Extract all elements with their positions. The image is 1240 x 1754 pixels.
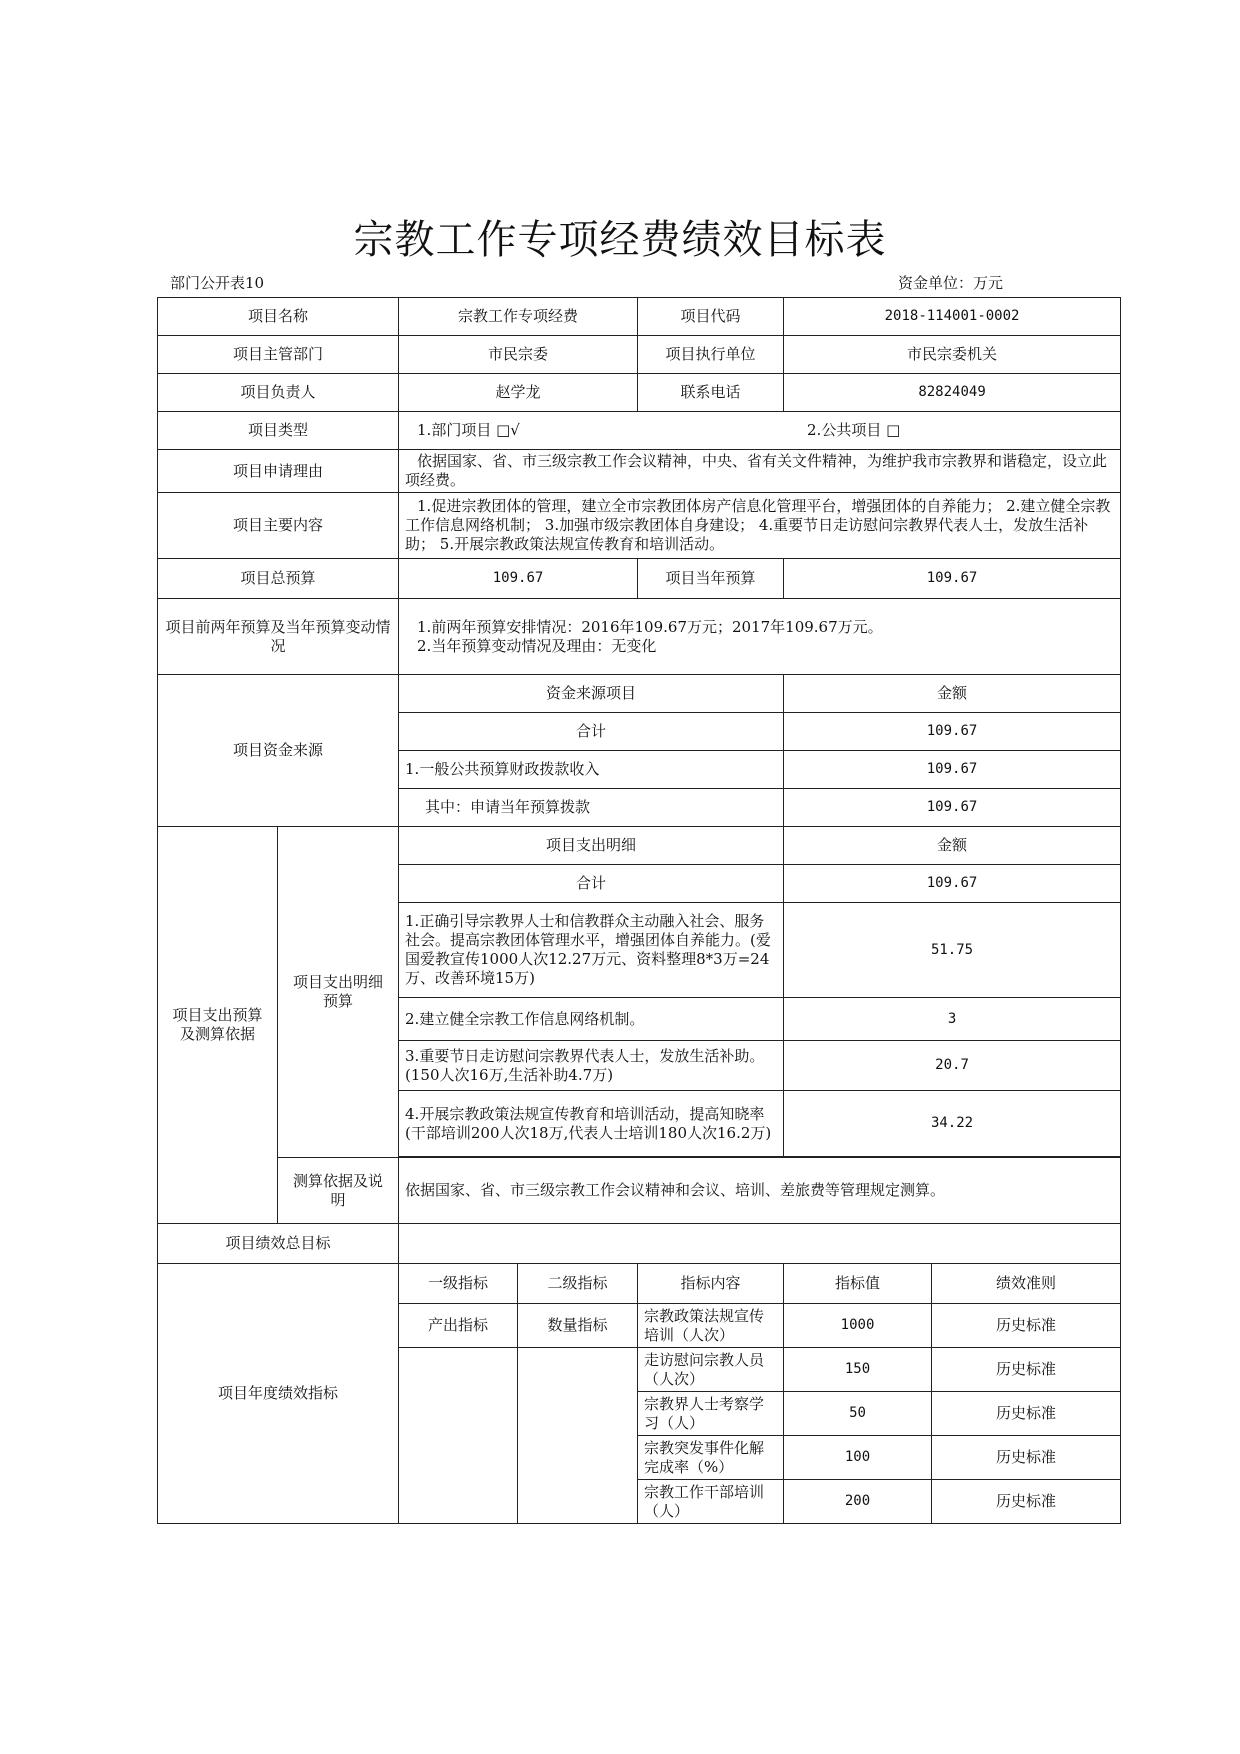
funding-amount: 109.67: [784, 789, 1121, 827]
indicator-value: 150: [784, 1348, 932, 1392]
indicator-rule: 历史标准: [932, 1304, 1121, 1348]
table-row: [158, 1158, 1121, 1224]
expense-amount: 3: [784, 998, 1121, 1041]
funding-col-amount: 金额: [784, 675, 1121, 713]
budget-change-value: [399, 599, 1121, 675]
basis-label: 测算依据及说明: [278, 1158, 399, 1224]
type-options: [399, 412, 1121, 450]
funding-item: 1.一般公共预算财政拨款收入: [399, 751, 784, 789]
level1-indicator: 产出指标: [399, 1304, 518, 1348]
table-row: [158, 412, 1121, 450]
perf-goal-label: 项目绩效总目标: [158, 1224, 399, 1264]
indicator-value: 50: [784, 1392, 932, 1436]
project-name-value: 宗教工作专项经费: [399, 298, 638, 336]
expense-amount: 109.67: [784, 865, 1121, 903]
table-row: [158, 559, 1121, 599]
expense-item: 合计: [399, 865, 784, 903]
indicator-content: 走访慰问宗教人员（人次）: [638, 1348, 784, 1392]
indicator-header: 二级指标: [518, 1264, 638, 1304]
indicator-header: 一级指标: [399, 1264, 518, 1304]
budget-change-line: 2.当年预算变动情况及理由：无变化: [417, 636, 657, 655]
funding-item: 其中：申请当年预算拨款: [399, 789, 784, 827]
expense-amount: 34.22: [784, 1091, 1121, 1157]
expense-detail-label: 项目支出明细预算: [278, 827, 399, 1158]
form-number: 部门公开表10: [170, 274, 265, 292]
table-row: [158, 450, 1121, 493]
total-budget-value: 109.67: [399, 559, 638, 599]
current-budget-label: 项目当年预算: [638, 559, 784, 599]
table-row: [158, 374, 1121, 412]
level2-indicator-empty: [518, 1348, 638, 1524]
indicator-value: 200: [784, 1480, 932, 1524]
level2-indicator: 数量指标: [518, 1304, 638, 1348]
page-title: 宗教工作专项经费绩效目标表: [353, 217, 887, 263]
table-row: [158, 298, 1121, 336]
indicator-content: 宗教界人士考察学习（人）: [638, 1392, 784, 1436]
leader-value: 赵学龙: [399, 374, 638, 412]
level1-indicator-empty: [399, 1348, 518, 1524]
funding-source-label: 项目资金来源: [158, 675, 399, 827]
funding-col-item: 资金来源项目: [399, 675, 784, 713]
dept-label: 项目主管部门: [158, 336, 399, 374]
expense-budget-label: 项目支出预算及测算依据: [158, 827, 278, 1224]
phone-label: 联系电话: [638, 374, 784, 412]
expense-item: 4.开展宗教政策法规宣传教育和培训活动，提高知晓率(干部培训200人次18万,代表人士培训180人次16.2万): [399, 1091, 784, 1157]
basis-value: 依据国家、省、市三级宗教工作会议精神和会议、培训、差旅费等管理规定测算。: [399, 1158, 1121, 1224]
project-name-label: 项目名称: [158, 298, 399, 336]
expense-item: 2.建立健全宗教工作信息网络机制。: [399, 998, 784, 1041]
content-label: 项目主要内容: [158, 493, 399, 559]
project-code-value: 2018-114001-0002: [784, 298, 1121, 336]
table-row: [158, 493, 1121, 559]
funding-amount: 109.67: [784, 713, 1121, 751]
phone-value: 82824049: [784, 374, 1121, 412]
indicator-content: 宗教突发事件化解完成率（%）: [638, 1436, 784, 1480]
reason-label: 项目申请理由: [158, 450, 399, 493]
expense-amount: 51.75: [784, 903, 1121, 998]
indicator-content: 宗教工作干部培训（人）: [638, 1480, 784, 1524]
indicator-rule: 历史标准: [932, 1436, 1121, 1480]
table-row: [158, 675, 1121, 713]
total-budget-label: 项目总预算: [158, 559, 399, 599]
table-row: [158, 336, 1121, 374]
annual-indicator-label: 项目年度绩效指标: [158, 1264, 399, 1524]
indicator-header: 绩效准则: [932, 1264, 1121, 1304]
indicator-rule: 历史标准: [932, 1392, 1121, 1436]
expense-col-item: 项目支出明细: [399, 827, 784, 865]
content-value: 1.促进宗教团体的管理，建立全市宗教团体房产信息化管理平台，增强团体的自养能力； 2.建立健全宗教工作信息网络机制； 3.加强市级宗教团体自身建设； 4.重要节日走访慰问宗教界代表人士，发放生活补助； 5.开展宗教政策法规宣传教育和培训活动。: [399, 493, 1121, 559]
table-row: [158, 827, 1121, 865]
indicator-value: 100: [784, 1436, 932, 1480]
indicator-value: 1000: [784, 1304, 932, 1348]
expense-item: 1.正确引导宗教界人士和信教群众主动融入社会、服务社会。提高宗教团体管理水平，增强团体自养能力。(爱国爱教宣传1000人次12.27万元、资料整理8*3万=24万、改善环境15万): [399, 903, 784, 998]
leader-label: 项目负责人: [158, 374, 399, 412]
indicator-header: 指标内容: [638, 1264, 784, 1304]
table-row: [158, 1264, 1121, 1304]
current-budget-value: 109.67: [784, 559, 1121, 599]
exec-unit-label: 项目执行单位: [638, 336, 784, 374]
performance-table: [157, 297, 1121, 1524]
expense-item: 3.重要节日走访慰问宗教界代表人士，发放生活补助。(150人次16万,生活补助4.7万): [399, 1041, 784, 1091]
perf-goal-value: [399, 1224, 1121, 1264]
indicator-header: 指标值: [784, 1264, 932, 1304]
budget-change-label: 项目前两年预算及当年预算变动情况: [158, 599, 399, 675]
table-row: [158, 1224, 1121, 1264]
type-public-option: 2.公共项目 □: [807, 421, 901, 439]
budget-change-line: 1.前两年预算安排情况：2016年109.67万元；2017年109.67万元。: [417, 617, 883, 636]
table-row: [158, 599, 1121, 675]
funding-amount: 109.67: [784, 751, 1121, 789]
type-dept-option: 1.部门项目 □√: [417, 421, 520, 439]
currency-unit: 资金单位：万元: [898, 274, 1004, 292]
reason-value: 依据国家、省、市三级宗教工作会议精神，中央、省有关文件精神，为维护我市宗教界和谐稳定，设立此项经费。: [399, 450, 1121, 493]
project-code-label: 项目代码: [638, 298, 784, 336]
exec-unit-value: 市民宗委机关: [784, 336, 1121, 374]
type-label: 项目类型: [158, 412, 399, 450]
indicator-content: 宗教政策法规宣传培训（人次）: [638, 1304, 784, 1348]
dept-value: 市民宗委: [399, 336, 638, 374]
indicator-rule: 历史标准: [932, 1480, 1121, 1524]
expense-col-amount: 金额: [784, 827, 1121, 865]
funding-item: 合计: [399, 713, 784, 751]
expense-amount: 20.7: [784, 1041, 1121, 1091]
indicator-rule: 历史标准: [932, 1348, 1121, 1392]
